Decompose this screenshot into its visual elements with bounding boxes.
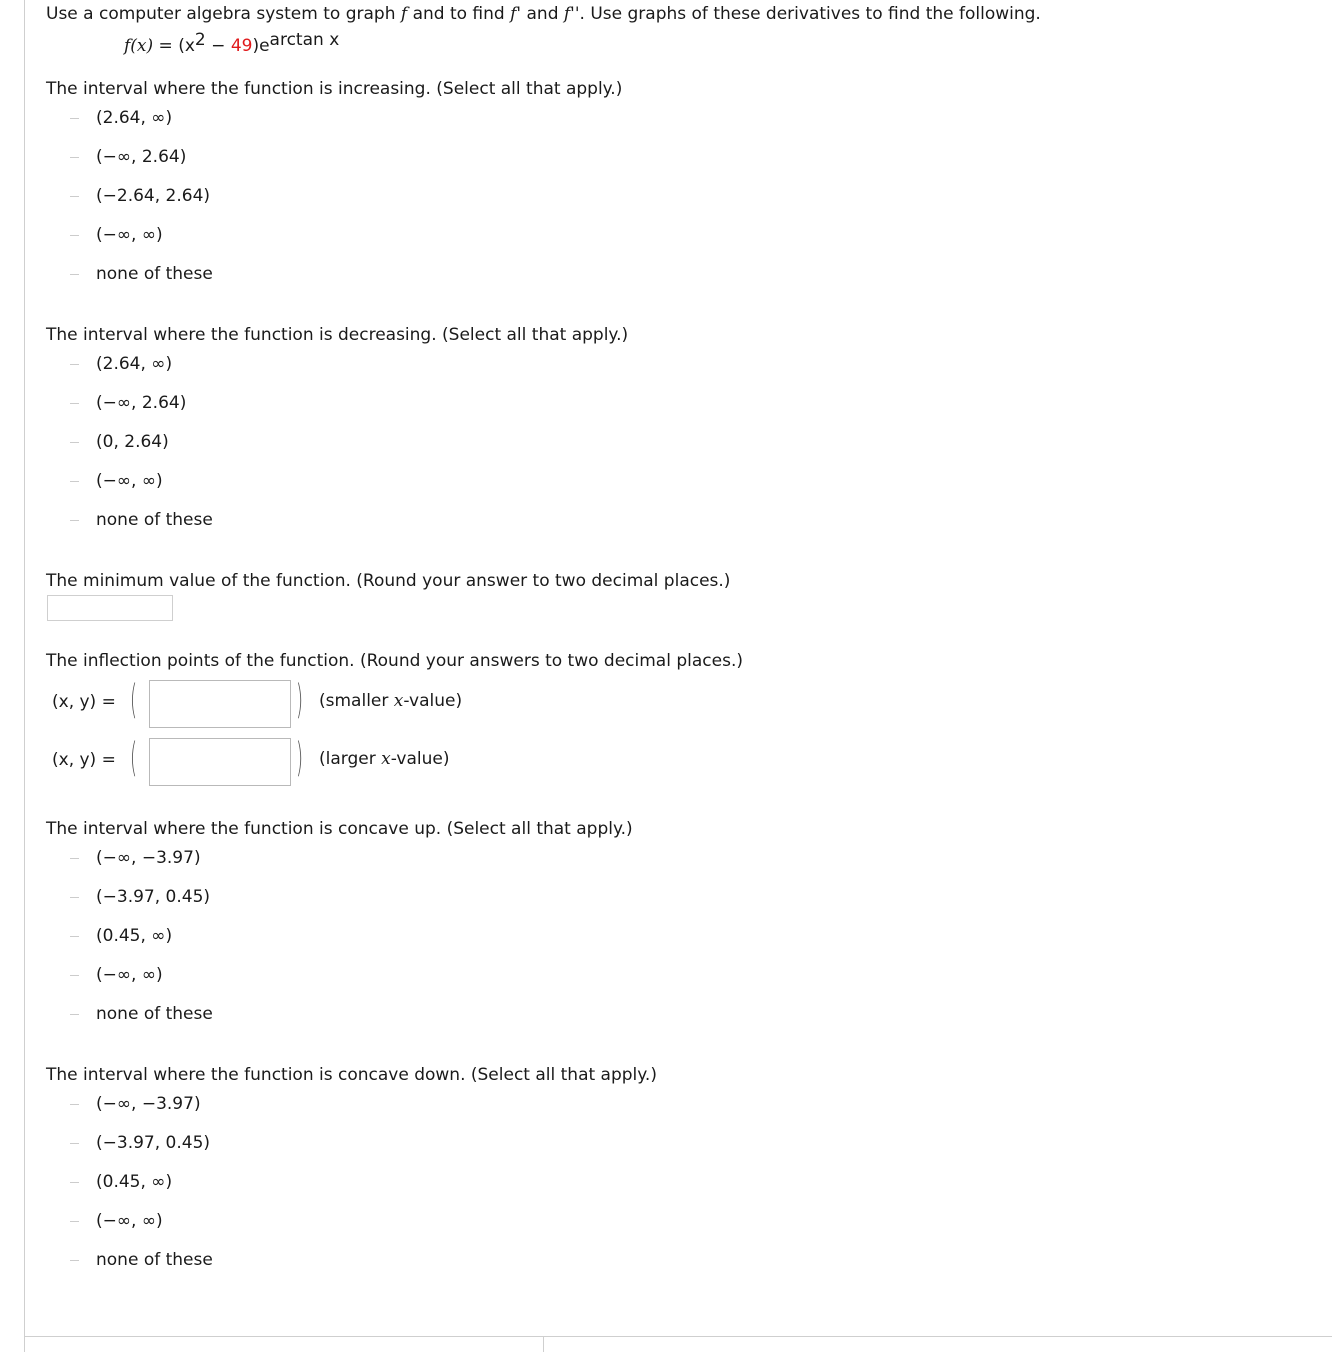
question-minimum: The minimum value of the function. (Round your answer to two decimal places.)	[46, 571, 731, 591]
minimum-value-input[interactable]	[48, 596, 172, 620]
option-label: (−∞, 2.64)	[96, 393, 187, 413]
inflection-label-2: (x, y) =	[52, 750, 116, 770]
close-paren-1: )	[296, 677, 304, 723]
function-definition	[124, 30, 340, 56]
checkbox[interactable]	[70, 975, 79, 976]
option-label: (−∞, 2.64)	[96, 147, 187, 167]
option-label: (0.45, ∞)	[96, 1172, 173, 1192]
option-label: (−∞, ∞)	[96, 225, 163, 245]
intro-text-2: and to find	[407, 4, 511, 24]
option-label: (−∞, ∞)	[96, 471, 163, 491]
question-concave-up: The interval where the function is concave up. (Select all that apply.)	[46, 819, 633, 839]
bottom-divider	[543, 1336, 544, 1352]
option-label: (−2.64, 2.64)	[96, 186, 211, 206]
intro-f: f	[400, 4, 408, 24]
checkbox[interactable]	[70, 897, 79, 898]
option-label: (−3.97, 0.45)	[96, 887, 211, 907]
checkbox[interactable]	[70, 403, 79, 404]
option-label: (0.45, ∞)	[96, 926, 173, 946]
checkbox[interactable]	[70, 1104, 79, 1105]
bottom-border	[24, 1336, 1332, 1337]
checkbox[interactable]	[70, 1143, 79, 1144]
checkbox[interactable]	[70, 520, 79, 521]
intro-text-4: . Use graphs of these derivatives to find the following.	[579, 4, 1041, 24]
checkbox[interactable]	[70, 1014, 79, 1015]
question-inflection: The inflection points of the function. (Round your answers to two decimal places.)	[46, 651, 743, 671]
option-label: (0, 2.64)	[96, 432, 169, 452]
option-label: (2.64, ∞)	[96, 354, 173, 374]
checkbox[interactable]	[70, 235, 79, 236]
checkbox[interactable]	[70, 118, 79, 119]
option-label: none of these	[96, 1250, 213, 1270]
left-border	[24, 0, 25, 1352]
close-paren-2: )	[296, 735, 304, 781]
option-label: (−∞, −3.97)	[96, 1094, 201, 1114]
function-constant: 49	[230, 36, 253, 56]
question-concave-down: The interval where the function is concave down. (Select all that apply.)	[46, 1065, 657, 1085]
option-label: none of these	[96, 1004, 213, 1024]
function-lhs: f(x)	[124, 36, 154, 56]
checkbox[interactable]	[70, 481, 79, 482]
intro-text-3: and	[521, 4, 564, 24]
checkbox[interactable]	[70, 1221, 79, 1222]
option-label: (−3.97, 0.45)	[96, 1133, 211, 1153]
function-part2: )e	[252, 36, 270, 56]
option-label: none of these	[96, 510, 213, 530]
function-part1: (x	[178, 36, 195, 56]
checkbox[interactable]	[70, 157, 79, 158]
function-equals: =	[153, 36, 179, 56]
checkbox[interactable]	[70, 364, 79, 365]
checkbox[interactable]	[70, 196, 79, 197]
inflection-input-1[interactable]	[150, 681, 294, 729]
problem-instructions	[46, 4, 1041, 24]
checkbox[interactable]	[70, 936, 79, 937]
question-increasing: The interval where the function is increasing. (Select all that apply.)	[46, 79, 623, 99]
checkbox[interactable]	[70, 274, 79, 275]
function-minus: −	[205, 36, 231, 56]
option-label: (−∞, −3.97)	[96, 848, 201, 868]
minimum-value-box[interactable]	[47, 595, 173, 621]
intro-text-1: Use a computer algebra system to graph	[46, 4, 401, 24]
inflection-note-2: (larger x-value)	[319, 749, 450, 769]
inflection-box-1[interactable]	[149, 680, 291, 728]
intro-f-prime: f'	[510, 4, 522, 24]
open-paren-1: (	[130, 677, 138, 723]
checkbox[interactable]	[70, 1182, 79, 1183]
option-label: (−∞, ∞)	[96, 1211, 163, 1231]
inflection-label-1: (x, y) =	[52, 692, 116, 712]
checkbox[interactable]	[70, 1260, 79, 1261]
option-label: none of these	[96, 264, 213, 284]
intro-f-double-prime: f''	[563, 4, 580, 24]
option-label: (2.64, ∞)	[96, 108, 173, 128]
function-exponent-2: arctan x	[269, 30, 340, 50]
inflection-box-2[interactable]	[149, 738, 291, 786]
checkbox[interactable]	[70, 442, 79, 443]
inflection-input-2[interactable]	[150, 739, 294, 787]
question-decreasing: The interval where the function is decreasing. (Select all that apply.)	[46, 325, 629, 345]
inflection-note-1: (smaller x-value)	[319, 691, 463, 711]
checkbox[interactable]	[70, 858, 79, 859]
function-exponent-1: 2	[194, 30, 206, 50]
open-paren-2: (	[130, 735, 138, 781]
option-label: (−∞, ∞)	[96, 965, 163, 985]
